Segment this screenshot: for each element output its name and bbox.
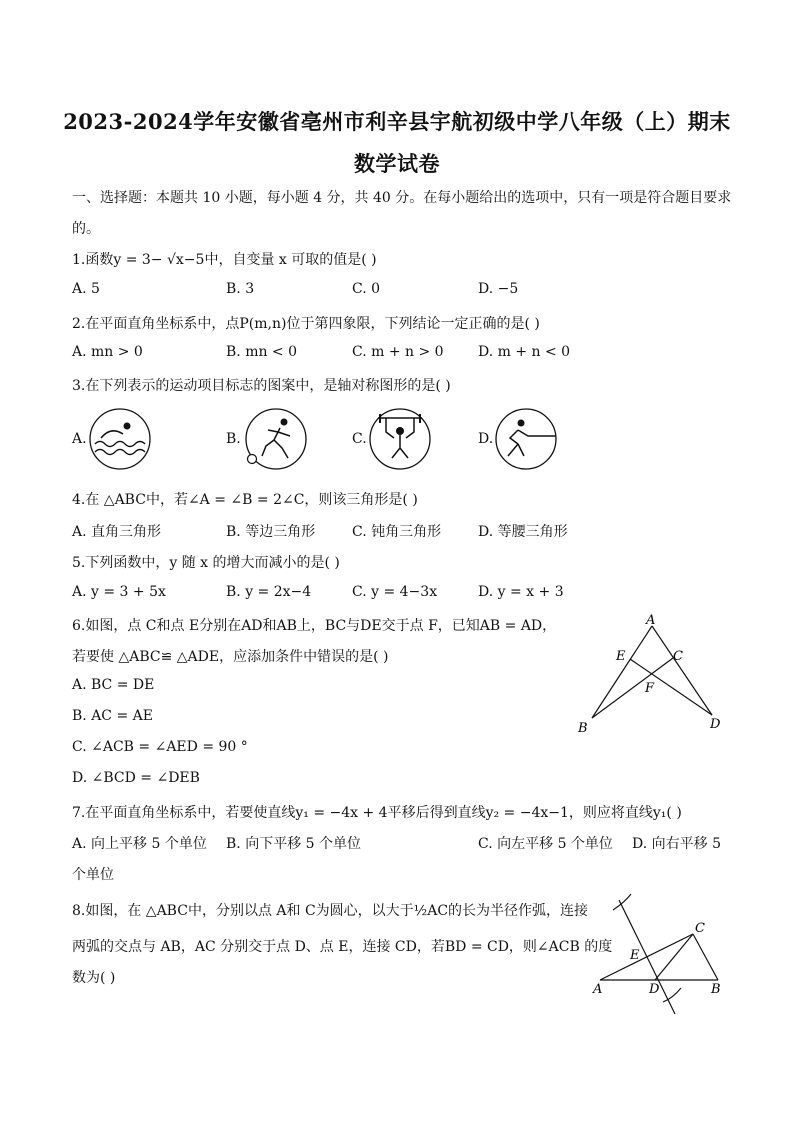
football-icon — [240, 406, 310, 472]
q7-option-b: B. 向下平移 5 个单位 — [226, 836, 361, 852]
question-8-stem-line2: 两弧的交点与 AB，AC 分别交于点 D、点 E，连接 CD，若BD = CD，则∠ACB 的度 — [72, 939, 613, 955]
section-heading: 一、选择题：本题共 10 小题，每小题 4 分，共 40 分。在每小题给出的选项中，只有一项是符合题目要求 — [72, 190, 732, 206]
section-heading-cont: 的。 — [72, 221, 100, 237]
q3-option-b: B. — [226, 431, 241, 447]
q8-label-c: C — [695, 921, 705, 936]
q7-option-d-continued: 个单位 — [72, 867, 114, 883]
q8-triangle-figure — [585, 890, 735, 1020]
fencing-icon — [492, 406, 564, 472]
question-8-stem-line1: 8.如图，在 △ABC中，分别以点 A和 C为圆心，以大于½AC的长为半径作弧，连接 — [72, 903, 589, 919]
q6-label-d: D — [710, 717, 721, 732]
q6-option-c: C. ∠ACB = ∠AED = 90 ° — [72, 739, 248, 755]
q6-option-a: A. BC = DE — [72, 677, 155, 693]
question-8-stem-line3: 数为( ) — [72, 970, 116, 986]
q3-option-a: A. — [72, 431, 87, 447]
question-2-stem: 2.在平面直角坐标系中，点P(m,n)位于第四象限，下列结论一定正确的是( ) — [72, 316, 540, 332]
question-5-stem: 5.下列函数中，y 随 x 的增大而减小的是( ) — [72, 555, 340, 571]
q8-label-d: D — [649, 982, 660, 997]
q2-option-a: A. mn > 0 — [72, 344, 143, 360]
weightlifting-icon — [366, 406, 434, 472]
q6-option-b: B. AC = AE — [72, 708, 153, 724]
q4-option-a: A. 直角三角形 — [72, 524, 162, 540]
q7-option-a: A. 向上平移 5 个单位 — [72, 836, 207, 852]
q6-triangle-figure — [570, 608, 730, 736]
q2-option-b: B. mn < 0 — [226, 344, 298, 360]
q4-option-d: D. 等腰三角形 — [478, 524, 568, 540]
q5-option-b: B. y = 2x−4 — [226, 584, 312, 600]
q5-option-c: C. y = 4−3x — [352, 584, 438, 600]
exam-title-line2: 数学试卷 — [354, 151, 440, 176]
question-1-stem: 1.函数y = 3− √x−5中，自变量 x 可取的值是( ) — [72, 252, 377, 268]
q5-option-a: A. y = 3 + 5x — [72, 584, 166, 600]
q5-option-d: D. y = x + 3 — [478, 584, 564, 600]
q6-label-b: B — [578, 721, 588, 736]
question-4-stem: 4.在 △ABC中，若∠A = ∠B = 2∠C，则该三角形是( ) — [72, 492, 418, 508]
q8-label-a: A — [593, 982, 603, 997]
q1-option-a: A. 5 — [72, 281, 100, 297]
q3-option-d: D. — [478, 431, 494, 447]
q6-option-d: D. ∠BCD = ∠DEB — [72, 770, 200, 786]
q6-label-f: F — [645, 681, 655, 696]
question-3-stem: 3.在下列表示的运动项目标志的图案中，是轴对称图形的是( ) — [72, 378, 451, 394]
q6-label-a: A — [646, 613, 656, 628]
question-7-stem: 7.在平面直角坐标系中，若要使直线y₁ = −4x + 4平移后得到直线y₂ = −4x−1，则应将直线y₁( ) — [72, 805, 682, 821]
q7-option-d: D. 向右平移 5 — [632, 836, 721, 852]
q1-option-c: C. 0 — [352, 281, 381, 297]
q1-option-b: B. 3 — [226, 281, 255, 297]
q8-label-e: E — [630, 948, 640, 963]
q2-option-d: D. m + n < 0 — [478, 344, 571, 360]
q2-option-c: C. m + n > 0 — [352, 344, 444, 360]
exam-title-line1: 2023-2024学年安徽省亳州市利辛县宇航初级中学八年级（上）期末 — [63, 109, 731, 134]
q1-option-d: D. −5 — [478, 281, 519, 297]
question-6-stem-line2: 若要使 △ABC≌ △ADE，应添加条件中错误的是( ) — [72, 649, 389, 665]
question-6-stem-line1: 6.如图，点 C和点 E分别在AD和AB上，BC与DE交于点 F，已知AB = AD， — [72, 618, 557, 634]
swimming-icon — [87, 406, 153, 472]
q6-label-c: C — [673, 649, 683, 664]
q3-option-c: C. — [352, 431, 367, 447]
q7-option-c: C. 向左平移 5 个单位 — [478, 836, 613, 852]
q4-option-c: C. 钝角三角形 — [352, 524, 442, 540]
q4-option-b: B. 等边三角形 — [226, 524, 316, 540]
q6-label-e: E — [616, 649, 626, 664]
q8-label-b: B — [711, 982, 721, 997]
